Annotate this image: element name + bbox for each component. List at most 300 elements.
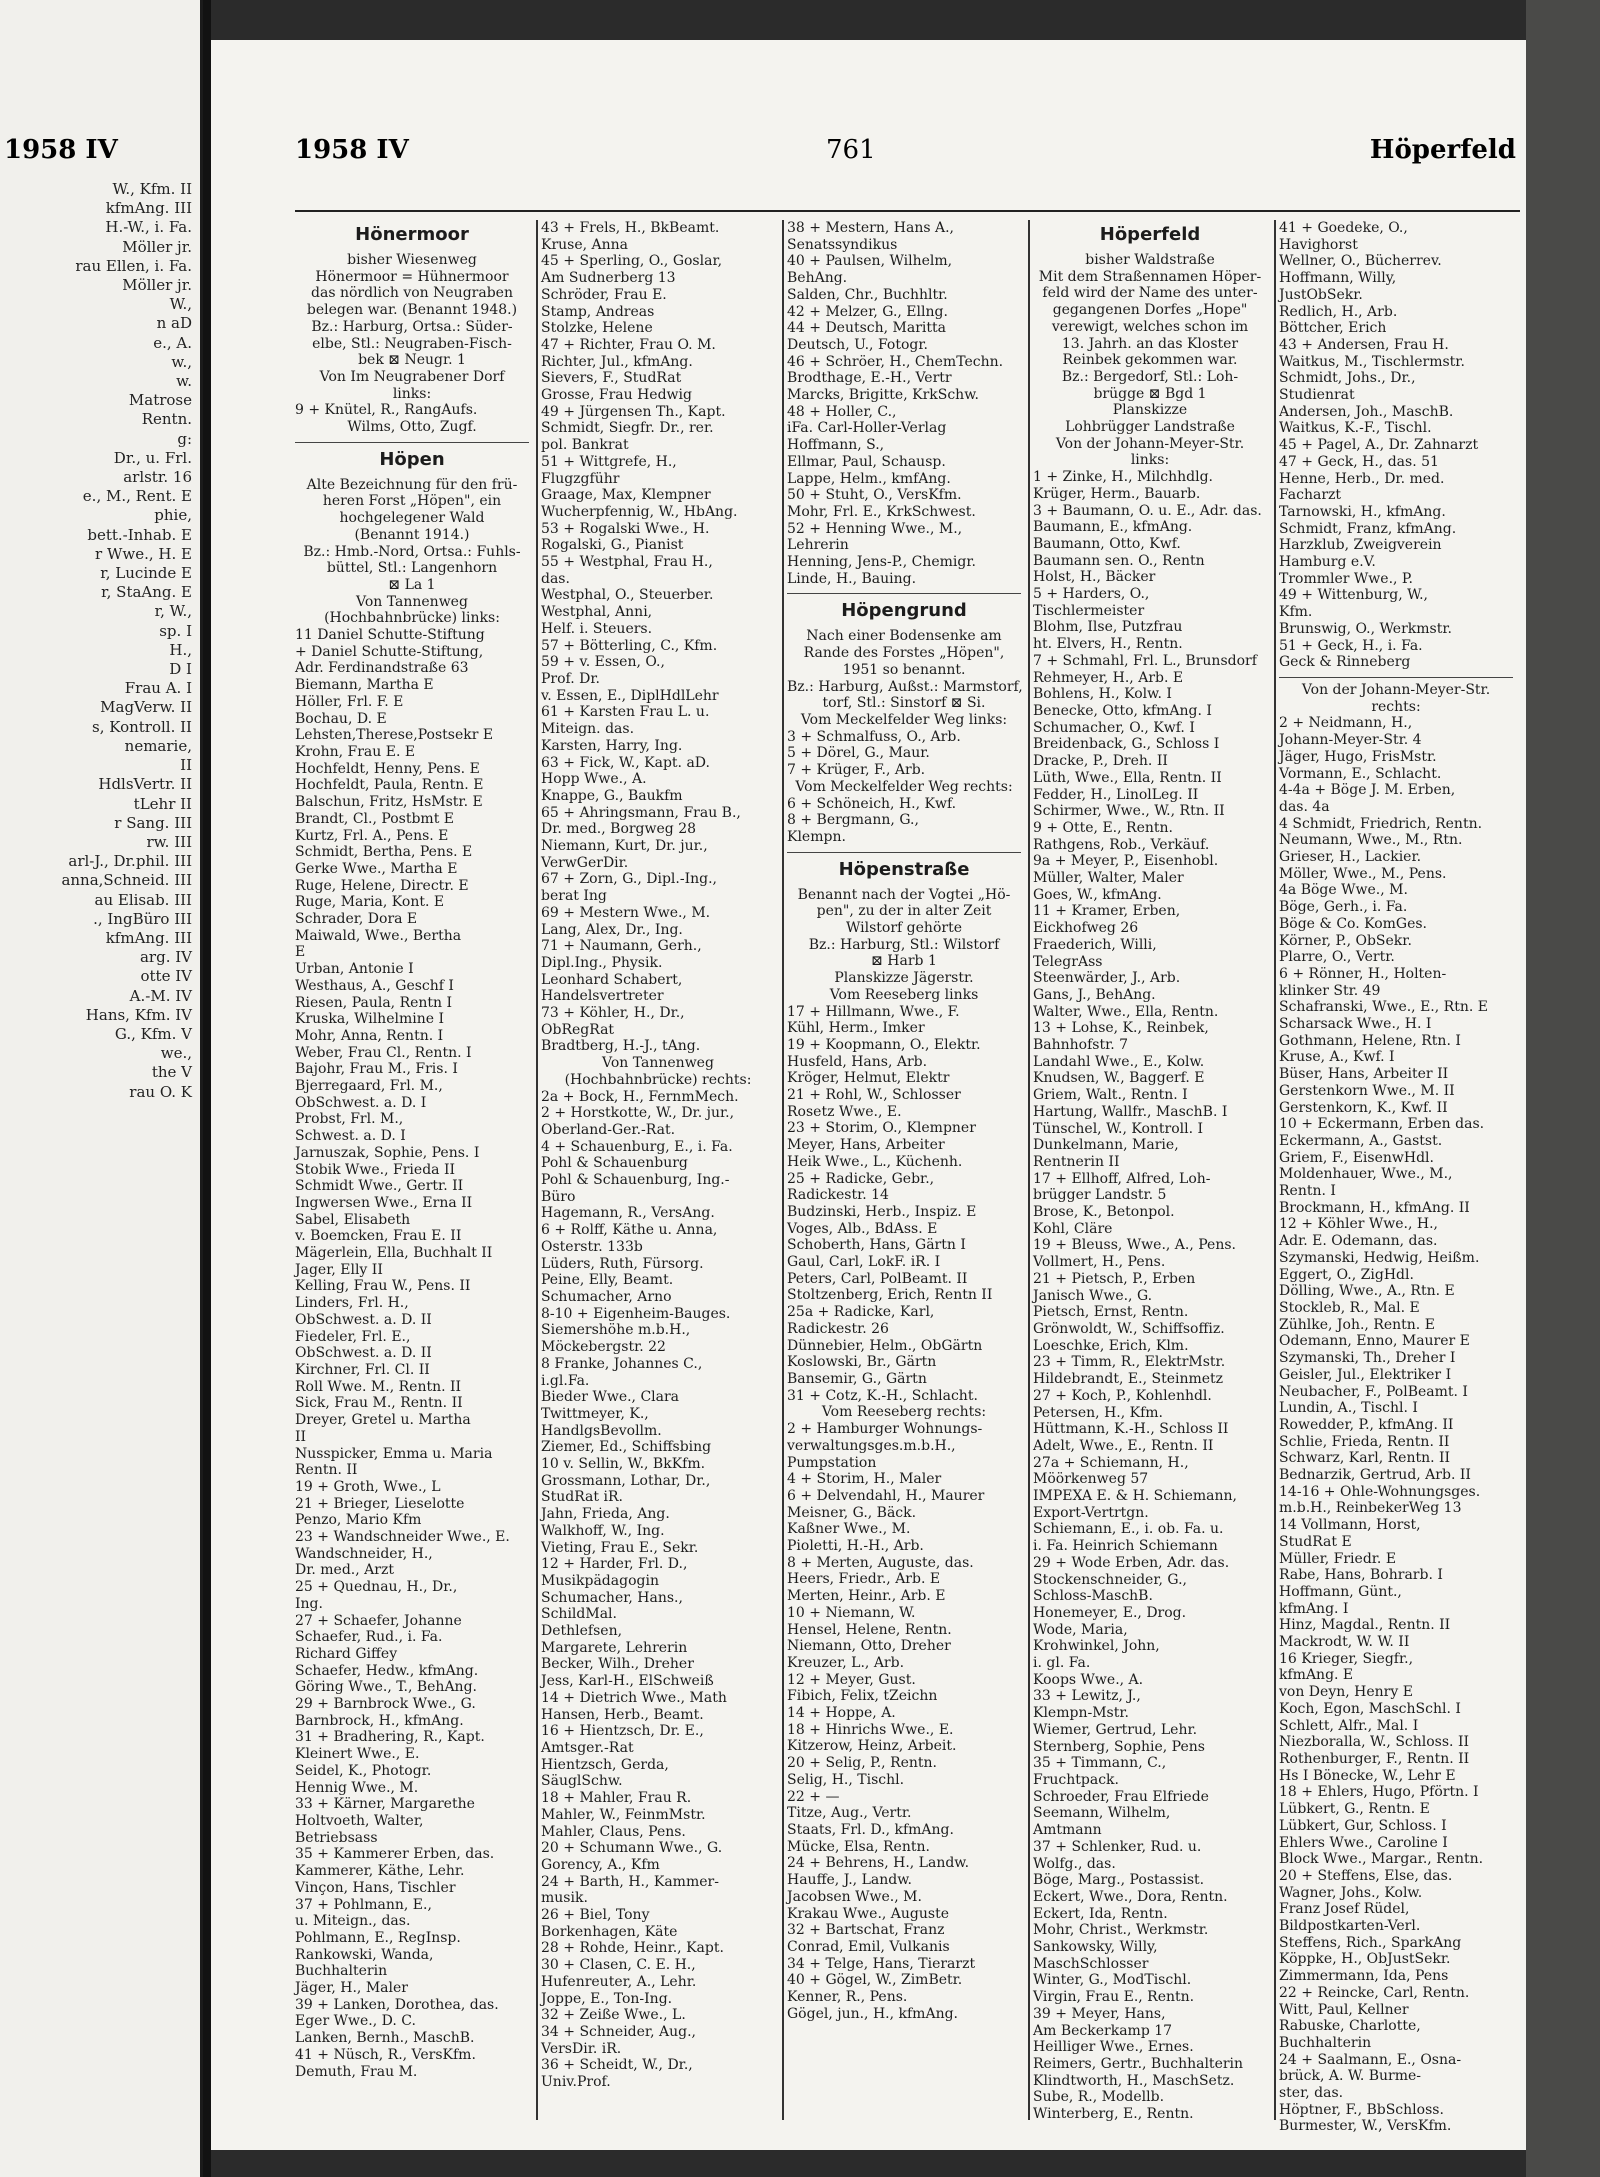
directory-entry: Brockmann, H., kfmAng. II (1279, 1199, 1470, 1216)
directory-entry: 7 + Krüger, F., Arb. (787, 762, 926, 779)
directory-entry: Lüth, Wwe., Ella, Rentn. II (1033, 769, 1222, 786)
street-note: belegen war. (Benannt 1948.) (306, 302, 518, 319)
directory-entry: Böge, Gerh., i. Fa. (1279, 899, 1408, 916)
street-note: links: (1130, 452, 1170, 469)
directory-entry: das. 4a (1279, 798, 1330, 815)
street-heading: Höperfeld (1099, 224, 1201, 245)
directory-entry: 40 + Gögel, W., ZimBetr. (787, 1972, 963, 1989)
directory-entry: 4 + Storim, H., Maler (787, 1471, 942, 1488)
directory-entry: Peine, Elly, Beamt. (541, 1272, 674, 1289)
directory-entry: Rehmeyer, H., Arb. E (1033, 669, 1184, 686)
directory-entry: Twittmeyer, K., (541, 1405, 649, 1422)
directory-entry: Witt, Paul, Kellner (1279, 2001, 1409, 2018)
directory-entry: Geisler, Jul., Elektriker I (1279, 1366, 1452, 1383)
directory-entry: Hopp Wwe., A. (541, 771, 647, 788)
directory-entry: 38 + Mestern, Hans A., (787, 220, 954, 236)
directory-entry: Kitzerow, Heinz, Arbeit. (787, 1738, 957, 1755)
previous-page-line: W., (169, 295, 192, 314)
directory-entry: Prof. Dr. (541, 670, 600, 687)
directory-entry: Dipl.Ing., Physik. (541, 954, 663, 971)
directory-entry: Müller, Friedr. E (1279, 1550, 1397, 1567)
directory-entry: Hochfeldt, Paula, Rentn. E (295, 777, 484, 794)
directory-entry: StudRat iR. (541, 1489, 623, 1506)
directory-entry: Merten, Heinr., Arb. E (787, 1588, 946, 1605)
directory-entry: Hauffe, J., Landw. (787, 1872, 912, 1889)
directory-entry: Hamburg e.V. (1279, 554, 1376, 571)
directory-entry: Karsten, Harry, Ing. (541, 737, 683, 754)
previous-page-line: G., Kfm. V (114, 1024, 192, 1043)
directory-entry: Hufenreuter, A., Lehr. (541, 1973, 697, 1990)
previous-page-edge (0, 0, 203, 2177)
directory-entry: 29 + Barnbrock Wwe., G. (295, 1696, 476, 1713)
directory-entry: 23 + Timm, R., ElektrMstr. (1033, 1354, 1226, 1371)
directory-entry: Ing. (295, 1595, 323, 1612)
directory-entry: Hartung, Wallfr., MaschB. I (1033, 1103, 1228, 1120)
directory-entry: Hientzsch, Gerda, (541, 1756, 669, 1773)
directory-entry: Andersen, Joh., MaschB. (1279, 403, 1454, 420)
directory-entry: brügger Landstr. 5 (1033, 1187, 1167, 1204)
directory-entry: 69 + Mestern Wwe., M. (541, 904, 711, 921)
directory-entry: i. gl. Fa. (1033, 1655, 1091, 1672)
directory-entry: 33 + Lewitz, J., (1033, 1688, 1141, 1705)
directory-entry: Szymanski, Th., Dreher I (1279, 1350, 1456, 1367)
column-divider (782, 220, 784, 2120)
directory-entry: Winterberg, E., Rentn. (1033, 2106, 1194, 2123)
directory-entry: Rathgens, Rob., Verkäuf. (1033, 836, 1210, 853)
directory-entry: Zimmermann, Ida, Pens (1279, 1968, 1449, 1985)
street-note: (Hochbahnbrücke) rechts: (564, 1071, 752, 1088)
directory-entry: 18 + Mahler, Frau R. (541, 1790, 692, 1807)
directory-entry: Ziemer, Ed., Schiffsbing (541, 1439, 712, 1456)
directory-entry: Schafranski, Wwe., E., Rtn. E (1279, 999, 1488, 1016)
directory-entry: 6 + Rolff, Käthe u. Anna, (541, 1222, 718, 1239)
directory-entry: Westphal, Anni, (541, 604, 653, 621)
directory-entry: Seemann, Wilhelm, (1033, 1805, 1171, 1822)
directory-entry: Jarnuszak, Sophie, Pens. I (295, 1144, 480, 1161)
street-note: elbe, Stl.: Neugraben-Fisch- (312, 335, 512, 352)
directory-entry: Benecke, Otto, kfmAng. I (1033, 702, 1212, 719)
directory-entry: Hagemann, R., VersAng. (541, 1205, 715, 1222)
directory-entry: 9a + Meyer, P., Eisenhobl. (1033, 853, 1219, 870)
directory-entry: Müller, Walter, Maler (1033, 870, 1184, 887)
directory-entry: Mägerlein, Ella, Buchhalt II (295, 1245, 493, 1262)
directory-entry: 40 + Paulsen, Wilhelm, (787, 253, 953, 270)
directory-entry: 2 + Hamburger Wohnungs- (787, 1421, 983, 1438)
directory-entry: 2 + Neidmann, H., (1279, 715, 1413, 732)
previous-page-line: r, Lucinde E (100, 564, 192, 583)
section-rule (787, 593, 1021, 594)
directory-entry: Schrader, Dora E (295, 911, 418, 928)
directory-entry: Kirchner, Frl. Cl. II (295, 1362, 430, 1378)
directory-entry: Handelsvertreter (541, 988, 664, 1005)
directory-entry: 3 + Baumann, O. u. E., Adr. das. (1033, 502, 1262, 519)
directory-entry: 51 + Geck, H., i. Fa. (1279, 637, 1423, 654)
directory-entry: Tarnowski, H., kfmAng. (1279, 503, 1446, 520)
directory-entry: Schroeder, Frau Elfriede (1033, 1788, 1209, 1805)
directory-entry: Oberland-Ger.-Rat. (541, 1121, 676, 1138)
directory-entry: Dracke, P., Dreh. II (1033, 753, 1168, 770)
street-note: Bz.: Bergedorf, Stl.: Loh- (1061, 368, 1239, 385)
directory-entry: Rentn. II (295, 1462, 358, 1479)
directory-entry: Neubacher, F., PolBeamt. I (1279, 1383, 1468, 1400)
street-note: Planskizze Jägerstr. (834, 970, 974, 987)
directory-entry: 20 + Schumann Wwe., G. (541, 1840, 723, 1857)
directory-entry: 34 + Telge, Hans, Tierarzt (787, 1955, 976, 1972)
directory-entry: Voges, Alb., BdAss. E (787, 1220, 938, 1237)
directory-entry: 59 + v. Essen, O., (541, 654, 665, 671)
directory-entry: Lappe, Helm., kmfAng. (787, 470, 951, 487)
directory-entry: Sternberg, Sophie, Pens (1033, 1738, 1205, 1755)
directory-entry: Becker, Wilh., Dreher (541, 1656, 694, 1673)
directory-entry: 33 + Kärner, Margarethe (295, 1796, 475, 1813)
directory-entry: 17 + Hillmann, Wwe., F. (787, 1003, 960, 1020)
directory-entry: 42 + Melzer, G., Ellng. (787, 303, 948, 320)
directory-entry: Dreyer, Gretel u. Martha (295, 1412, 471, 1429)
directory-entry: Schmidt Wwe., Gertr. II (295, 1178, 464, 1195)
street-note: bisher Waldstraße (1085, 252, 1215, 268)
directory-entry: 71 + Naumann, Gerh., (541, 938, 702, 955)
directory-entry: Stamp, Andreas (541, 303, 655, 320)
street-note: ⊠ La 1 (388, 576, 436, 593)
previous-page-line: anna,Schneid. III (61, 871, 192, 890)
directory-entry: Hensel, Helene, Rentn. (787, 1621, 952, 1638)
directory-entry: Schloss-MaschB. (1033, 1588, 1153, 1605)
street-note: hochgelegener Wald (339, 510, 485, 527)
directory-entry: Scharsack Wwe., H. I (1279, 1016, 1432, 1033)
directory-entry: Krohn, Frau E. E (295, 743, 416, 760)
directory-entry: Gorency, A., Kfm (541, 1856, 660, 1873)
previous-page-line: s, Kontroll. II (92, 717, 192, 736)
directory-entry: Kruse, A., Kwf. I (1279, 1049, 1395, 1066)
directory-entry: 34 + Schneider, Aug., (541, 2023, 696, 2040)
directory-entry: 19 + Koopmann, O., Elektr. (787, 1036, 981, 1053)
directory-entry: Goes, W., kfmAng. (1033, 886, 1162, 903)
directory-entry: Amtsger.-Rat (541, 1739, 634, 1756)
previous-page-line: D I (169, 660, 192, 679)
street-heading: Höpen (379, 448, 445, 470)
directory-entry: v. Boemcken, Frau E. II (295, 1228, 462, 1245)
directory-entry: Facharzt (1279, 487, 1342, 504)
directory-entry: Klindtworth, H., MaschSetz. (1033, 2072, 1235, 2089)
directory-entry: v. Essen, E., DiplHdlLehr (541, 687, 719, 704)
previous-page-line: bett.-Inhab. E (87, 525, 192, 544)
street-note: Von Tannenweg (356, 593, 468, 610)
directory-entry: 12 + Köhler Wwe., H., (1279, 1216, 1438, 1233)
directory-entry: 21 + Pietsch, P., Erben (1033, 1270, 1196, 1287)
directory-entry: Wandschneider, H., (295, 1545, 433, 1562)
directory-entry: StudRat E (1279, 1533, 1352, 1550)
directory-entry: von Deyn, Henry E (1279, 1684, 1413, 1701)
previous-page-line: we., (160, 1044, 192, 1063)
previous-page-header: 1958 IV (4, 135, 118, 165)
directory-entry: Köppke, H., ObJustSekr. (1279, 1951, 1451, 1968)
page-number: 761 (826, 135, 876, 165)
directory-entry: Gerke Wwe., Martha E (295, 860, 458, 877)
previous-page-line: w. (176, 372, 192, 391)
directory-entry: Lehsten,Therese,Postsekr E (295, 727, 494, 744)
directory-entry: 49 + Wittenburg, W., (1279, 587, 1428, 604)
directory-entry: Margarete, Lehrerin (541, 1639, 688, 1656)
directory-entry: 14 + Dietrich Wwe., Math (541, 1689, 727, 1706)
directory-entry: 37 + Pohlmann, E., (295, 1896, 432, 1913)
directory-entry: Linders, Frl. H., (295, 1295, 409, 1312)
directory-entry: Schaefer, Rud., i. Fa. (295, 1629, 443, 1646)
directory-entry: Richard Giffey (295, 1645, 398, 1662)
directory-entry: Pohlmann, E., RegInsp. (295, 1929, 461, 1946)
directory-entry: Kaßner Wwe., M. (787, 1521, 911, 1538)
directory-entry: klinker Str. 49 (1279, 982, 1381, 999)
directory-entry: 14 Vollmann, Horst, (1279, 1517, 1421, 1534)
directory-entry: Bajohr, Frau M., Fris. I (295, 1061, 458, 1078)
directory-entry: 22 + — (787, 1788, 840, 1805)
directory-entry: Ruge, Helene, Directr. E (295, 877, 469, 894)
directory-entry: Conrad, Emil, Vulkanis (787, 1938, 950, 1955)
directory-entry: Bjerregaard, Frl. M., (295, 1078, 443, 1095)
directory-entry: Flugzgführ (541, 470, 620, 487)
previous-page-line: A.-M. IV (129, 986, 192, 1005)
directory-entry: 10 + Niemann, W. (787, 1604, 916, 1621)
directory-entry: Mücke, Elsa, Rentn. (787, 1838, 930, 1855)
directory-entry: Hoffmann, Günt., (1279, 1583, 1402, 1600)
previous-page-line: g: (177, 429, 192, 448)
directory-entry: Osterstr. 133b (541, 1238, 643, 1255)
directory-entry: Baumann, Otto, Kwf. (1033, 535, 1181, 552)
directory-entry: 18 + Ehlers, Hugo, Pförtn. I (1279, 1784, 1479, 1801)
directory-entry: Adr. Ferdinandstraße 63 (295, 660, 469, 677)
directory-entry: Schmidt, Johs., Dr., (1279, 370, 1416, 387)
directory-entry: Pohl & Schauenburg, Ing.- (541, 1172, 730, 1189)
directory-entry: IMPEXA E. & H. Schiemann, (1033, 1488, 1237, 1505)
directory-entry: Geck & Rinneberg (1279, 654, 1411, 671)
directory-entry: Brose, K., Betonpol. (1033, 1204, 1175, 1221)
directory-entry: Selig, H., Tischl. (787, 1771, 905, 1788)
directory-entry: Eggert, O., ZigHdl. (1279, 1266, 1414, 1283)
directory-entry: Redlich, H., Arb. (1279, 303, 1398, 320)
directory-entry: 20 + Selig, P., Rentn. (787, 1755, 938, 1772)
previous-page-line: ., IngBüro III (93, 909, 192, 928)
directory-entry: Möörkenweg 57 (1033, 1471, 1149, 1488)
directory-entry: Barnbrock, H., kfmAng. (295, 1712, 464, 1729)
directory-entry: Sievers, F., StudRat (541, 370, 682, 387)
previous-page-line: W., Kfm. II (112, 180, 192, 198)
directory-entry: Musikpädagogin (541, 1572, 659, 1589)
previous-page-line: sp. I (159, 621, 192, 640)
directory-entry: Hinz, Magdal., Rentn. II (1279, 1617, 1451, 1634)
directory-entry: Eckermann, A., Gastst. (1279, 1132, 1443, 1149)
previous-page-line: rau Ellen, i. Fa. (75, 256, 192, 275)
directory-entry: Fiedeler, Frl. E., (295, 1328, 411, 1345)
directory-entry: Bradtberg, H.-J., tAng. (541, 1038, 701, 1055)
street-note: verewigt, welches schon im (1051, 318, 1249, 335)
street-note: Mit dem Straßennamen Höper- (1038, 268, 1262, 285)
directory-entry: 19 + Groth, Wwe., L (295, 1478, 441, 1495)
previous-page-line: Möller jr. (122, 276, 192, 295)
directory-entry: Kenner, R., Pens. (787, 1989, 908, 2006)
directory-entry: 10 v. Sellin, W., BkKfm. (541, 1456, 706, 1473)
directory-entry: Jess, Karl-H., ElSchweiß (541, 1673, 714, 1690)
directory-entry: Siemershöhe m.b.H., (541, 1322, 691, 1339)
directory-entry: Schoberth, Hans, Gärtn I (787, 1237, 966, 1254)
directory-entry: 43 + Andersen, Frau H. (1279, 336, 1449, 353)
directory-entry: 23 + Wandschneider Wwe., E. (295, 1529, 510, 1546)
directory-entry: Titze, Aug., Vertr. (787, 1805, 912, 1822)
directory-entry: Eckert, Ida, Rentn. (1033, 1905, 1168, 1922)
directory-entry: Jager, Elly II (295, 1261, 383, 1278)
directory-entry: 12 + Meyer, Gust. (787, 1671, 916, 1688)
directory-entry: Schmidt, Bertha, Pens. E (295, 844, 473, 861)
directory-entry: Wagner, Johs., Kolw. (1279, 1884, 1423, 1901)
street-note: bek ⊠ Neugr. 1 (358, 352, 466, 369)
street-note: Bz.: Hmb.-Nord, Ortsa.: Fuhls- (303, 543, 521, 560)
street-note: ⊠ Harb 1 (871, 953, 937, 970)
directory-entry: Johann-Meyer-Str. 4 (1279, 732, 1422, 749)
directory-entry: 24 + Saalmann, E., Osna- (1279, 2051, 1462, 2068)
directory-entry: Hansen, Herb., Beamt. (541, 1706, 704, 1723)
directory-entry: Grosse, Frau Hedwig (541, 387, 692, 404)
street-note: Nach einer Bodensenke am (806, 628, 1002, 645)
directory-entry: Steffens, Rich., SparkAng (1279, 1934, 1462, 1951)
directory-entry: Mahler, W., FeinmMstr. (541, 1806, 706, 1823)
directory-entry: Havighorst (1279, 236, 1358, 253)
directory-entry: 10 + Eckermann, Erben das. (1279, 1116, 1485, 1133)
directory-entry: 8 + Merten, Auguste, das. (787, 1554, 974, 1571)
directory-entry: Wiemer, Gertrud, Lehr. (1033, 1721, 1198, 1738)
directory-entry: Deutsch, U., Fotogr. (787, 336, 928, 353)
directory-entry: ObSchwest. a. D. II (295, 1345, 432, 1362)
directory-entry: Rentn. I (1279, 1183, 1336, 1200)
street-note: Planskizze (1112, 402, 1188, 419)
previous-page-line: r Sang. III (114, 813, 192, 832)
directory-entry: 18 + Hinrichs Wwe., E. (787, 1721, 954, 1738)
directory-entry: Niemann, Otto, Dreher (787, 1638, 951, 1655)
previous-page-line: n aD (156, 314, 192, 333)
directory-entry: Reimers, Gertr., Buchhalterin (1033, 2055, 1244, 2072)
directory-entry: Kleinert Wwe., E. (295, 1746, 420, 1763)
previous-page-line: MagVerw. II (100, 698, 192, 717)
directory-entry: 7 + Schmahl, Frl. L., Brunsdorf (1033, 652, 1257, 669)
directory-entry: Böge & Co. KomGes. (1279, 915, 1428, 932)
directory-entry: Böge, Marg., Postassist. (1033, 1872, 1205, 1889)
directory-entry: 13 + Lohse, K., Reinbek, (1033, 1020, 1209, 1037)
directory-entry: 4 + Schauenburg, E., i. Fa. (541, 1138, 733, 1155)
directory-entry: 29 + Wode Erben, Adr. das. (1033, 1554, 1230, 1571)
directory-entry: 2 + Horstkotte, W., Dr. jur., (541, 1105, 735, 1122)
directory-entry: Büro (541, 1188, 576, 1205)
directory-entry: Schmidt, Franz, kfmAng. (1279, 520, 1457, 537)
directory-entry: Pietsch, Ernst, Rentn. (1033, 1304, 1189, 1321)
directory-entry: 17 + Ellhoff, Alfred, Loh- (1033, 1170, 1211, 1187)
directory-entry: 23 + Storim, O., Klempner (787, 1120, 976, 1137)
directory-entry: Rabuske, Charlotte, (1279, 2018, 1421, 2035)
street-note: 1951 so benannt. (842, 661, 966, 678)
directory-entry: Lehrerin (787, 537, 849, 554)
directory-entry: Bochau, D. E (295, 710, 387, 727)
directory-entry: Niemann, Kurt, Dr. jur., (541, 838, 708, 855)
directory-entry: 16 + Hientzsch, Dr. E., (541, 1723, 704, 1740)
directory-entry: Budzinski, Herb., Inspiz. E (787, 1203, 977, 1220)
running-head-street: Höperfeld (1369, 135, 1516, 165)
directory-entry: Graage, Max, Klempner (541, 487, 711, 504)
directory-entry: Vollmert, H., Pens. (1033, 1254, 1166, 1271)
directory-entry: 32 + Bartschat, Franz (787, 1922, 945, 1939)
directory-entry: Virgin, Frau E., Rentn. (1033, 1989, 1195, 2006)
directory-entry: Borkenhagen, Käte (541, 1923, 678, 1940)
previous-page-line: arlstr. 16 (123, 468, 192, 487)
directory-entry: brück, A. W. Burme- (1279, 2068, 1422, 2085)
directory-entry: 35 + Kammerer Erben, das. (295, 1846, 495, 1863)
directory-entry: Schumacher, Arno (541, 1289, 672, 1305)
directory-entry: Kruska, Wilhelmine I (295, 1011, 444, 1028)
directory-entry: Demuth, Frau M. (295, 2063, 418, 2080)
directory-entry: Marcks, Brigitte, KrkSchw. (787, 387, 979, 404)
directory-entry: Neumann, Wwe., M., Rtn. (1279, 832, 1463, 849)
directory-entry: pol. Bankrat (541, 437, 629, 454)
directory-entry: Sabel, Elisabeth (295, 1211, 411, 1228)
running-head-year: 1958 IV (295, 135, 409, 165)
directory-entry: 41 + Nüsch, R., VersKfm. (295, 2046, 476, 2063)
directory-entry: Dölling, Wwe., A., Rtn. E (1279, 1283, 1455, 1300)
previous-page-line: phie, (154, 506, 192, 525)
section-rule (1279, 677, 1513, 678)
directory-entry: Schirmer, Wwe., W., Rtn. II (1033, 803, 1225, 820)
directory-entry: Landahl Wwe., E., Kolw. (1033, 1053, 1205, 1070)
running-head (211, 135, 1526, 175)
directory-entry: Mohr, Frl. E., KrkSchwest. (787, 503, 976, 520)
directory-entry: 52 + Henning Wwe., M., (787, 520, 963, 537)
directory-entry: Riesen, Paula, Rentn I (295, 994, 453, 1011)
directory-entry: Walkhoff, W., Ing. (541, 1522, 665, 1539)
directory-entry: Bansemir, G., Gärtn (787, 1371, 927, 1387)
directory-entry: 24 + Barth, H., Kammer- (541, 1873, 719, 1890)
directory-entry: Nusspicker, Emma u. Maria (295, 1445, 493, 1462)
directory-entry: 41 + Goedeke, O., (1279, 220, 1408, 236)
column-divider (536, 220, 538, 2120)
directory-entry: Schröder, Frau E. (541, 286, 667, 303)
street-note: Von der Johann-Meyer-Str. (1055, 435, 1245, 452)
directory-entry: Koslowski, Br., Gärtn (787, 1354, 937, 1371)
street-note: Bz.: Harburg, Stl.: Wilstorf (808, 936, 1000, 953)
directory-entry: Brodthage, E.-H., Vertr (787, 370, 952, 387)
directory-entry: 45 + Pagel, A., Dr. Zahnarzt (1279, 437, 1479, 454)
directory-entry: Stolzke, Helene (541, 320, 653, 337)
directory-entry: Dr. med., Arzt (295, 1562, 394, 1579)
directory-entry: 21 + Rohl, W., Schlosser (787, 1087, 961, 1104)
street-heading: Hönermoor (355, 224, 469, 245)
directory-entry: 37 + Schlenker, Rud. u. (1033, 1838, 1202, 1855)
directory-entry: Lübkert, G., Rentn. E (1279, 1801, 1430, 1818)
directory-entry: 49 + Jürgensen Th., Kapt. (541, 403, 726, 420)
directory-entry: Jäger, H., Maler (295, 1980, 408, 1997)
directory-entry: Senatssyndikus (787, 236, 898, 253)
directory-entry: Hoffmann, S., (787, 437, 885, 454)
directory-entry: Bieder Wwe., Clara (541, 1389, 680, 1406)
directory-entry: VersDir. iR. (541, 2040, 622, 2057)
directory-entry: 25 + Radicke, Gebr., (787, 1170, 935, 1187)
directory-entry: Hs I Bönecke, W., Lehr E (1279, 1767, 1456, 1784)
directory-entry: Gothmann, Helene, Rtn. I (1279, 1032, 1461, 1049)
street-note: Von der Johann-Meyer-Str. (1301, 681, 1491, 698)
directory-entry: Rothenburger, F., Rentn. II (1279, 1750, 1470, 1767)
header-rule (295, 210, 1520, 212)
street-note: rechts: (1371, 698, 1421, 715)
directory-entry: Möller, Wwe., M., Pens. (1279, 865, 1447, 882)
directory-entry: Körner, P., ObSekr. (1279, 932, 1412, 949)
directory-entry: Mackrodt, W. W. II (1279, 1634, 1410, 1651)
previous-page-line: arl-J., Dr.phil. III (68, 852, 192, 871)
directory-entry: Mahler, Claus, Pens. (541, 1823, 686, 1840)
directory-entry: 31 + Cotz, K.-H., Schlacht. (787, 1387, 978, 1404)
directory-entry: 26 + Biel, Tony (541, 1907, 650, 1924)
